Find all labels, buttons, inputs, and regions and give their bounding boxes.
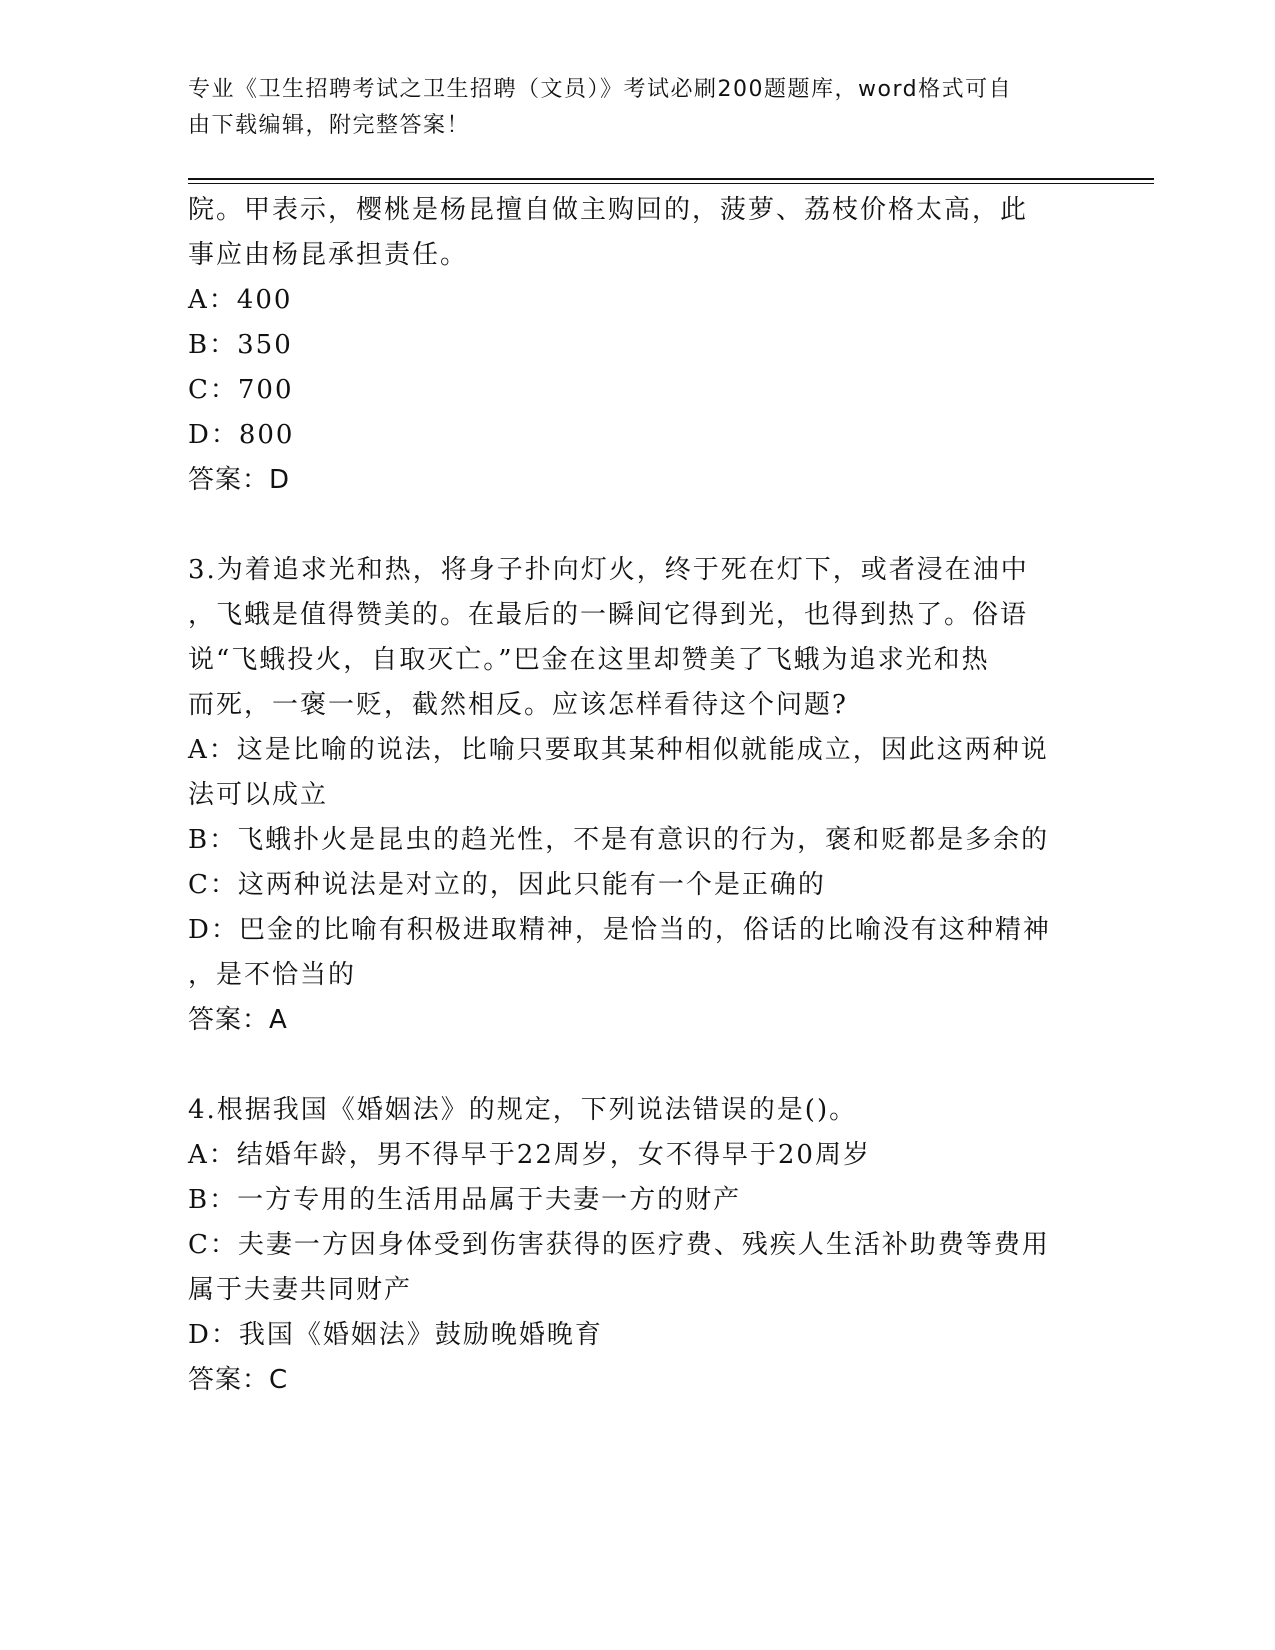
document-header [188, 72, 1068, 144]
option-c: C：700 [188, 375, 294, 405]
option-b: B：飞蛾扑火是昆虫的趋光性，不是有意识的行为，褒和贬都是多余的 [188, 825, 1050, 855]
question-stem-line: 事应由杨昆承担责任。 [188, 240, 469, 270]
question-stem-line: 说“飞蛾投火，自取灭亡。”巴金在这里却赞美了飞蛾为追求光和热 [188, 645, 990, 675]
option-d-continued: ，是不恰当的 [188, 960, 357, 990]
option-a: A：400 [188, 285, 293, 315]
spacer [188, 1043, 1088, 1088]
question-stem-line: 而死，一褒一贬，截然相反。应该怎样看待这个问题? [188, 690, 848, 720]
question-2 [188, 188, 1088, 503]
option-b: B：350 [188, 330, 293, 360]
header-divider-thick [188, 178, 1154, 180]
option-a-continued: 法可以成立 [188, 780, 329, 810]
option-d: D：我国《婚姻法》鼓励晚婚晚育 [188, 1320, 603, 1350]
option-c: C：这两种说法是对立的，因此只能有一个是正确的 [188, 870, 826, 900]
option-b: B：一方专用的生活用品属于夫妻一方的财产 [188, 1185, 742, 1215]
answer: 答案：A [188, 1005, 288, 1035]
question-4 [188, 1088, 1088, 1403]
option-c-continued: 属于夫妻共同财产 [188, 1275, 413, 1305]
question-3 [188, 548, 1088, 1043]
answer: 答案：D [188, 465, 291, 495]
question-stem-line: 4.根据我国《婚姻法》的规定，下列说法错误的是()。 [188, 1095, 858, 1125]
header-line-1: 专业《卫生招聘考试之卫生招聘（文员）》考试必刷200题题库，word格式可自 [188, 77, 1013, 102]
question-stem-line: ，飞蛾是值得赞美的。在最后的一瞬间它得到光，也得到热了。俗语 [188, 600, 1029, 630]
option-d: D：800 [188, 420, 295, 450]
header-divider-thin [188, 183, 1154, 184]
spacer [188, 503, 1088, 548]
header-line-2: 由下载编辑，附完整答案！ [188, 113, 471, 138]
option-d: D：巴金的比喻有积极进取精神，是恰当的，俗话的比喻没有这种精神 [188, 915, 1051, 945]
question-stem-line: 院。甲表示，樱桃是杨昆擅自做主购回的，菠萝、荔枝价格太高，此 [188, 195, 1029, 225]
option-c: C：夫妻一方因身体受到伤害获得的医疗费、残疾人生活补助费等费用 [188, 1230, 1050, 1260]
option-a: A：这是比喻的说法，比喻只要取其某种相似就能成立，因此这两种说 [188, 735, 1049, 765]
document-body [188, 188, 1088, 1403]
question-stem-line: 3.为着追求光和热，将身子扑向灯火，终于死在灯下，或者浸在油中 [188, 555, 1029, 585]
answer: 答案：C [188, 1365, 289, 1395]
option-a: A：结婚年龄，男不得早于22周岁，女不得早于20周岁 [188, 1140, 871, 1170]
